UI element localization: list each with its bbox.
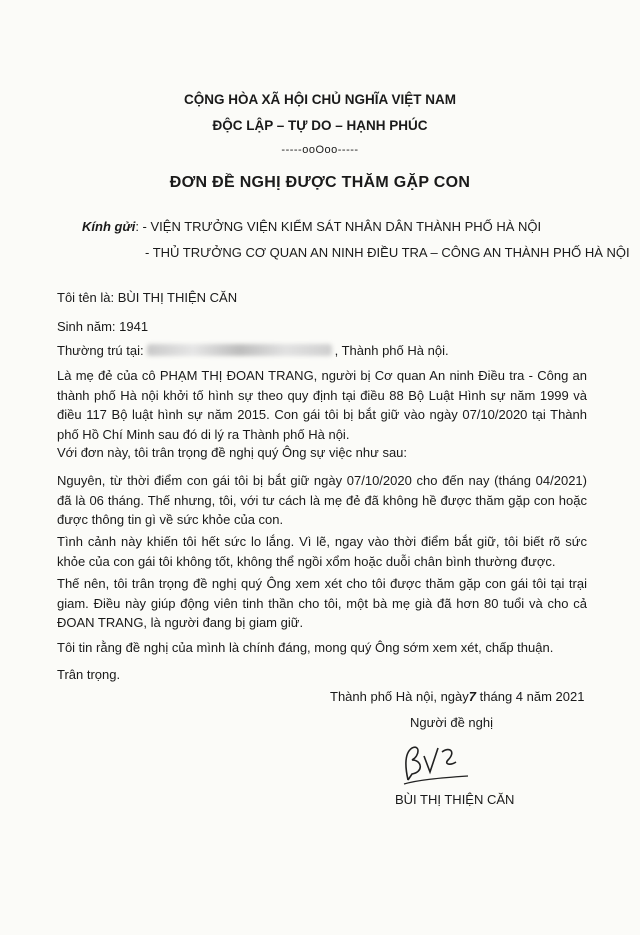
residence-line [57,343,449,358]
place-date [330,689,584,704]
addressee-2: - THỦ TRƯỞNG CƠ QUAN AN NINH ĐIỀU TRA – CÔNG AN THÀNH PHỐ HÀ NỘI [145,245,630,260]
date-day: 7 [468,689,477,704]
paragraph: Thế nên, tôi trân trọng đề nghị quý Ông xem xét cho tôi được thăm gặp con gái tôi tại trại giam. Điều này giúp động viên tinh thần cho tôi, một bà mẹ già đã hơn 80 tuổi và cho cả ĐOAN TRANG, là người đang bị giam giữ. [57,576,587,630]
paragraph: Với đơn này, tôi trân trọng đề nghị quý Ông sự việc như sau: [57,445,408,460]
national-motto: ĐỘC LẬP – TỰ DO – HẠNH PHÚC [212,118,428,133]
name-line: Tôi tên là: BÙI THỊ THIỆN CĂN [57,290,238,305]
addressee-line-1 [82,219,541,234]
ornament: -----ooOoo----- [281,144,359,156]
date-prefix: Thành phố Hà nội, ngày [330,689,469,704]
paragraph: Tình cảnh này khiến tôi hết sức lo lắng. Vì lẽ, ngay vào thời điểm bắt giữ, tôi biết rõ sức khỏe của con gái tôi không tốt, không thể ngồi xổm hoặc duỗi chân bình thường được. [57,534,587,569]
national-title: CỘNG HÒA XÃ HỘI CHỦ NGHĨA VIỆT NAM [183,92,456,107]
birth-year-line: Sinh năm: 1941 [57,319,149,334]
paragraph: Trân trọng. [57,667,121,682]
residence-city: , Thành phố Hà nội. [334,343,449,358]
paragraph: Là mẹ đẻ của cô PHẠM THỊ ĐOAN TRANG, người bị Cơ quan An ninh Điều tra - Công an thành phố Hà nội khởi tố hình sự theo quy định tại điều 88 Bộ Luật Hình sự năm 1999 và điều 117 Bộ luật hình sự năm 2015. Con gái tôi bị bắt giữ vào ngày 07/10/2020 tại Thành phố Hồ Chí Minh sau đó di lý ra Thành phố Hà nội. [57,368,587,442]
paragraph: Nguyên, từ thời điểm con gái tôi bị bắt giữ ngày 07/10/2020 cho đến nay (tháng 04/2021) đã là 06 tháng. Thế nhưng, tôi, với tư cách là mẹ đẻ đã không hề được thăm gặp con hoặc được thông tin gì về sức khỏe của con. [57,473,587,527]
signature [398,742,478,788]
signer-name: BÙI THỊ THIỆN CĂN [395,792,515,807]
addressee-1: : - VIỆN TRƯỞNG VIỆN KIỂM SÁT NHÂN DÂN THÀNH PHỐ HÀ NỘI [135,219,542,234]
addressee-label: Kính gửi [82,219,136,234]
residence-label: Thường trú tại: [57,343,144,358]
document-title: ĐƠN ĐỀ NGHỊ ĐƯỢC THĂM GẶP CON [169,174,471,191]
date-suffix: tháng 4 năm 2021 [479,689,585,704]
paragraph: Tôi tin rằng đề nghị của mình là chính đáng, mong quý Ông sớm xem xét, chấp thuận. [57,640,554,655]
redacted-address [147,344,332,356]
requester-role: Người đề nghị [410,715,493,730]
